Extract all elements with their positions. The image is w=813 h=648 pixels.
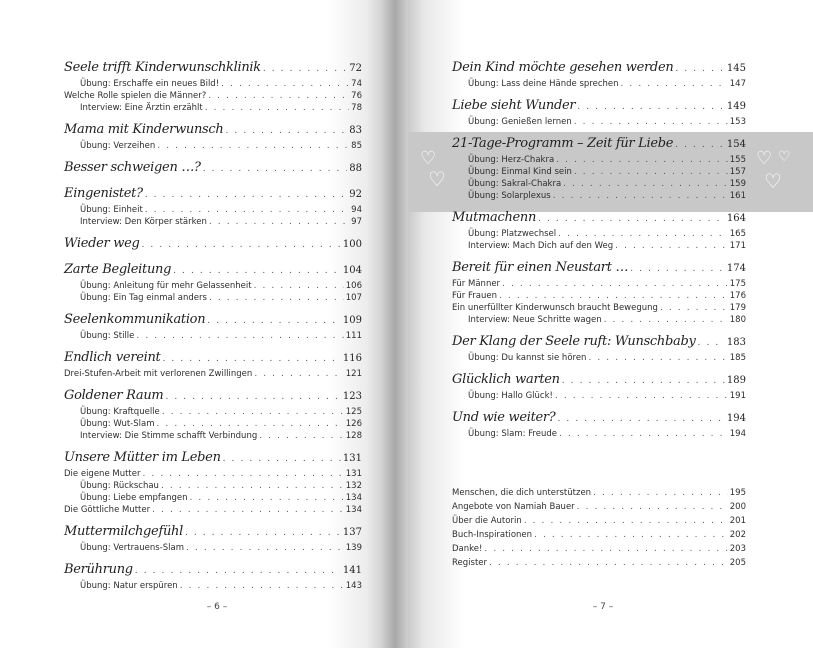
toc-chapter — [64, 260, 362, 280]
toc-leader-dots — [190, 492, 344, 504]
toc-subentry — [64, 216, 362, 228]
toc-entry-page: 123 — [342, 391, 362, 402]
toc-entry-page: 176 — [729, 291, 746, 301]
toc-entry-page: 78 — [351, 103, 362, 113]
toc-leader-dots — [223, 449, 341, 469]
toc-leader-dots — [534, 528, 728, 542]
toc-subentry — [64, 78, 362, 90]
toc-entry-title: Glücklich warten — [452, 372, 560, 387]
toc-entry-page: 137 — [342, 527, 362, 538]
toc-entry-page: 159 — [729, 179, 746, 189]
toc-entry-title: Übung: Herz-Chakra — [468, 155, 555, 165]
toc-end-entry — [452, 514, 746, 528]
toc-entry-page: 171 — [729, 241, 746, 251]
toc-entry-title: Eingenistet? — [64, 186, 143, 201]
toc-leader-dots — [660, 302, 728, 314]
toc-entry-title: Übung: Kraftquelle — [80, 407, 160, 417]
toc-leader-dots — [593, 486, 728, 500]
toc-subentry — [452, 166, 746, 178]
heart-icon: ♡ — [420, 148, 437, 169]
toc-subentry — [452, 116, 746, 128]
toc-chapter — [64, 158, 362, 178]
toc-entry-page: 145 — [726, 63, 746, 74]
toc-entry-title: Menschen, die dich unterstützen — [452, 488, 592, 498]
toc-leader-dots — [207, 311, 341, 331]
toc-chapter — [64, 120, 362, 140]
toc-end-matter — [452, 486, 746, 570]
toc-subentry — [64, 468, 362, 480]
toc-entry-title: Übung: Natur erspüren — [80, 581, 178, 591]
toc-entry-title: Übung: Ein Tag einmal anders — [80, 293, 207, 303]
toc-entry-page: 94 — [351, 205, 362, 215]
toc-entry-title: Übung: Platzwechsel — [468, 229, 557, 239]
toc-subentry — [452, 302, 746, 314]
toc-leader-dots — [489, 556, 728, 570]
toc-entry-page: 200 — [729, 502, 746, 512]
toc-leader-dots — [135, 561, 341, 581]
toc-subentry — [452, 78, 746, 90]
heart-icon: ♡ — [778, 149, 791, 165]
right-page — [408, 0, 813, 648]
toc-entry-title: 21-Tage-Programm – Zeit für Liebe — [452, 136, 674, 151]
toc-leader-dots — [259, 430, 344, 442]
toc-entry-page: 109 — [342, 315, 362, 326]
toc-leader-dots — [574, 116, 728, 128]
toc-leader-dots — [556, 154, 728, 166]
toc-entry-page: 164 — [726, 213, 746, 224]
toc-entry-title: Wieder weg — [64, 236, 140, 251]
toc-entry-title: Danke! — [452, 544, 483, 554]
toc-leader-dots — [209, 292, 344, 304]
page-number-right: – 7 – — [592, 602, 614, 612]
toc-leader-dots — [254, 280, 344, 292]
toc-entry-title: Übung: Erschaffe ein neues Bild! — [80, 79, 220, 89]
toc-chapter — [452, 370, 746, 390]
toc-subentry — [64, 480, 362, 492]
toc-entry-title: Übung: Rückschau — [80, 481, 159, 491]
toc-entry-title: Übung: Hallo Glück! — [468, 391, 553, 401]
toc-subentry — [64, 430, 362, 442]
toc-entry-page: 179 — [729, 303, 746, 313]
toc-subentry — [452, 228, 746, 240]
toc-entry-title: Seele trifft Kinderwunschklinik — [64, 60, 261, 75]
toc-entry-title: Besser schweigen …? — [64, 160, 201, 175]
toc-entry-page: 134 — [345, 493, 362, 503]
toc-entry-page: 97 — [351, 217, 362, 227]
toc-leader-dots — [557, 409, 724, 429]
toc-entry-page: 76 — [351, 91, 362, 101]
toc-subentry — [64, 418, 362, 430]
toc-chapter — [64, 58, 362, 78]
toc-entry-title: Drei-Stufen-Arbeit mit verlorenen Zwillingen — [64, 369, 253, 379]
toc-leader-dots — [186, 542, 344, 554]
toc-entry-page: 132 — [345, 481, 362, 491]
toc-leader-dots — [553, 190, 728, 202]
toc-leader-dots — [563, 178, 728, 190]
toc-entry-page: 104 — [342, 265, 362, 276]
toc-entry-page: 131 — [342, 453, 362, 464]
toc-entry-page: 205 — [729, 558, 746, 568]
toc-chapter — [64, 310, 362, 330]
toc-subentry — [452, 352, 746, 364]
toc-leader-dots — [484, 542, 727, 556]
toc-subentry — [452, 390, 746, 402]
toc-subentry — [64, 368, 362, 380]
toc-entry-page: 191 — [729, 391, 746, 401]
toc-leader-dots — [142, 468, 343, 480]
toc-left — [64, 58, 362, 592]
toc-subentry — [64, 204, 362, 216]
toc-entry-page: 128 — [345, 431, 362, 441]
toc-subentry — [452, 240, 746, 252]
toc-entry-page: 125 — [345, 407, 362, 417]
toc-leader-dots — [203, 159, 348, 179]
toc-entry-title: Über die Autorin — [452, 516, 522, 526]
toc-entry-title: Übung: Vertrauens-Slam — [80, 543, 185, 553]
toc-leader-dots — [161, 480, 344, 492]
toc-leader-dots — [208, 90, 349, 102]
toc-entry-page: 174 — [726, 263, 746, 274]
toc-leader-dots — [225, 121, 347, 141]
toc-leader-dots — [185, 523, 341, 543]
toc-entry-page: 149 — [726, 101, 746, 112]
toc-entry-title: Übung: Stille — [80, 331, 135, 341]
toc-entry-title: Interview: Die Stimme schafft Verbindung — [80, 431, 258, 441]
toc-chapter — [64, 522, 362, 542]
toc-entry-title: Übung: Verzeihen — [80, 141, 156, 151]
toc-entry-page: 183 — [726, 337, 746, 348]
toc-chapter — [64, 184, 362, 204]
toc-chapter — [64, 448, 362, 468]
toc-subentry — [452, 178, 746, 190]
toc-entry-page: 126 — [345, 419, 362, 429]
toc-entry-title: Endlich vereint — [64, 350, 161, 365]
toc-leader-dots — [209, 216, 349, 228]
left-page — [0, 0, 382, 648]
toc-entry-page: 154 — [726, 139, 746, 150]
toc-entry-title: Übung: Einheit — [80, 205, 143, 215]
toc-leader-dots — [675, 59, 725, 79]
toc-entry-page: 100 — [342, 239, 362, 250]
toc-entry-title: Muttermilchgefühl — [64, 524, 183, 539]
toc-entry-page: 107 — [345, 293, 362, 303]
page-number-left: – 6 – — [206, 602, 228, 612]
toc-entry-title: Übung: Slam: Freude — [468, 429, 557, 439]
toc-leader-dots — [574, 166, 728, 178]
toc-subentry — [64, 580, 362, 592]
toc-entry-title: Interview: Den Körper stärken — [80, 217, 207, 227]
toc-entry-page: 153 — [729, 117, 746, 127]
toc-leader-dots — [263, 59, 347, 79]
toc-leader-dots — [221, 78, 349, 90]
toc-entry-page: 202 — [729, 530, 746, 540]
toc-entry-title: Übung: Sakral-Chakra — [468, 179, 562, 189]
toc-chapter — [452, 58, 746, 78]
toc-subentry — [64, 90, 362, 102]
heart-icon: ♡ — [428, 167, 446, 191]
toc-leader-dots — [559, 428, 728, 440]
toc-entry-page: 88 — [349, 163, 362, 174]
toc-entry-title: Für Frauen — [452, 291, 497, 301]
toc-entry-title: Übung: Du kannst sie hören — [468, 353, 587, 363]
toc-leader-dots — [205, 102, 349, 114]
toc-entry-title: Zarte Begleitung — [64, 262, 172, 277]
toc-entry-title: Und wie weiter? — [452, 410, 556, 425]
toc-chapter — [452, 96, 746, 116]
toc-entry-page: 180 — [729, 315, 746, 325]
toc-subentry — [64, 542, 362, 554]
toc-entry-page: 147 — [729, 79, 746, 89]
toc-entry-page: 189 — [726, 375, 746, 386]
toc-chapter — [64, 560, 362, 580]
toc-leader-dots — [162, 406, 344, 418]
toc-subentry — [452, 290, 746, 302]
toc-subentry — [452, 190, 746, 202]
toc-entry-page: 116 — [342, 353, 362, 364]
toc-end-entry — [452, 556, 746, 570]
toc-entry-title: Liebe sieht Wunder — [452, 98, 576, 113]
toc-entry-title: Übung: Anleitung für mehr Gelassenheit — [80, 281, 252, 291]
toc-entry-page: 92 — [349, 189, 362, 200]
toc-end-entry — [452, 500, 746, 514]
heart-icon: ♡ — [764, 169, 782, 193]
toc-entry-page: 85 — [351, 141, 362, 151]
toc-entry-title: Die eigene Mutter — [64, 469, 141, 479]
heart-icon: ♡ — [756, 148, 773, 169]
toc-leader-dots — [499, 290, 728, 302]
toc-chapter — [64, 386, 362, 406]
toc-leader-dots — [157, 418, 344, 430]
toc-entry-title: Interview: Eine Ärztin erzählt — [80, 103, 203, 113]
toc-leader-dots — [254, 368, 343, 380]
toc-chapter — [64, 348, 362, 368]
toc-entry-title: Für Männer — [452, 279, 501, 289]
toc-entry-page: 194 — [726, 413, 746, 424]
toc-leader-dots — [163, 349, 341, 369]
toc-leader-dots — [621, 78, 728, 90]
toc-entry-page: 111 — [345, 331, 362, 341]
toc-subentry — [452, 314, 746, 326]
toc-entry-title: Der Klang der Seele ruft: Wunschbaby — [452, 334, 696, 349]
toc-entry-title: Seelenkommunikation — [64, 312, 206, 327]
toc-subentry — [452, 154, 746, 166]
toc-entry-page: 155 — [729, 155, 746, 165]
toc-subentry — [64, 406, 362, 418]
toc-entry-title: Übung: Wut-Slam — [80, 419, 155, 429]
toc-chapter — [452, 258, 746, 278]
toc-chapter — [452, 208, 746, 228]
toc-entry-title: Ein unerfüllter Kinderwunsch braucht Bewegung — [452, 303, 658, 313]
toc-subentry — [452, 428, 746, 440]
toc-entry-page: 201 — [729, 516, 746, 526]
toc-entry-title: Mama mit Kinderwunsch — [64, 122, 224, 137]
toc-leader-dots — [538, 209, 725, 229]
toc-leader-dots — [502, 278, 728, 290]
toc-leader-dots — [698, 333, 725, 353]
toc-entry-page: 139 — [345, 543, 362, 553]
toc-entry-title: Mutmachenn — [452, 210, 537, 225]
toc-entry-page: 175 — [729, 279, 746, 289]
toc-entry-page: 203 — [729, 544, 746, 554]
toc-entry-page: 106 — [345, 281, 362, 291]
toc-right — [452, 58, 746, 440]
toc-subentry — [64, 292, 362, 304]
toc-end-entry — [452, 542, 746, 556]
toc-entry-title: Berührung — [64, 562, 133, 577]
toc-entry-page: 143 — [345, 581, 362, 591]
toc-chapter — [452, 332, 746, 352]
toc-entry-page: 141 — [342, 565, 362, 576]
book-gutter — [382, 0, 408, 648]
toc-leader-dots — [152, 504, 344, 516]
toc-entry-page: 165 — [729, 229, 746, 239]
toc-entry-page: 72 — [349, 63, 362, 74]
toc-entry-page: 161 — [729, 191, 746, 201]
toc-subentry — [64, 140, 362, 152]
toc-entry-title: Die Göttliche Mutter — [64, 505, 151, 515]
toc-entry-page: 157 — [729, 167, 746, 177]
toc-subentry — [64, 330, 362, 342]
toc-entry-title: Angebote von Namiah Bauer — [452, 502, 575, 512]
toc-leader-dots — [142, 235, 341, 255]
toc-leader-dots — [630, 259, 725, 279]
toc-chapter — [452, 134, 746, 154]
toc-leader-dots — [555, 390, 728, 402]
toc-subentry — [64, 280, 362, 292]
toc-entry-page: 134 — [345, 505, 362, 515]
toc-entry-title: Übung: Genießen lernen — [468, 117, 572, 127]
toc-leader-dots — [577, 97, 725, 117]
toc-entry-page: 74 — [351, 79, 362, 89]
toc-end-entry — [452, 528, 746, 542]
toc-leader-dots — [145, 185, 348, 205]
toc-entry-title: Dein Kind möchte gesehen werden — [452, 60, 674, 75]
toc-entry-title: Goldener Raum — [64, 388, 164, 403]
toc-entry-page: 83 — [349, 125, 362, 136]
toc-leader-dots — [562, 371, 725, 391]
toc-leader-dots — [145, 204, 349, 216]
toc-chapter — [452, 408, 746, 428]
toc-subentry — [64, 492, 362, 504]
toc-entry-title: Unsere Mütter im Leben — [64, 450, 221, 465]
toc-leader-dots — [615, 240, 728, 252]
toc-entry-title: Interview: Mach Dich auf den Weg — [468, 241, 614, 251]
toc-entry-page: 194 — [729, 429, 746, 439]
toc-entry-page: 121 — [345, 369, 362, 379]
toc-entry-title: Übung: Lass deine Hände sprechen — [468, 79, 619, 89]
toc-entry-title: Buch-Inspirationen — [452, 530, 533, 540]
toc-entry-title: Interview: Neue Schritte wagen — [468, 315, 602, 325]
toc-entry-page: 195 — [729, 488, 746, 498]
toc-entry-title: Übung: Liebe empfangen — [80, 493, 188, 503]
toc-leader-dots — [675, 135, 725, 155]
toc-subentry — [452, 278, 746, 290]
toc-subentry — [64, 102, 362, 114]
toc-end-entry — [452, 486, 746, 500]
toc-leader-dots — [180, 580, 344, 592]
toc-leader-dots — [165, 387, 340, 407]
toc-subentry — [64, 504, 362, 516]
toc-chapter — [64, 234, 362, 254]
toc-entry-title: Übung: Solarplexus — [468, 191, 551, 201]
toc-entry-page: 185 — [729, 353, 746, 363]
toc-leader-dots — [577, 500, 728, 514]
toc-leader-dots — [588, 352, 727, 364]
toc-leader-dots — [173, 261, 341, 281]
toc-leader-dots — [558, 228, 728, 240]
toc-entry-page: 131 — [345, 469, 362, 479]
toc-leader-dots — [524, 514, 728, 528]
toc-entry-title: Bereit für einen Neustart … — [452, 260, 629, 275]
toc-leader-dots — [157, 140, 349, 152]
toc-entry-title: Welche Rolle spielen die Männer? — [64, 91, 207, 101]
toc-leader-dots — [136, 330, 343, 342]
toc-leader-dots — [604, 314, 728, 326]
toc-entry-title: Register — [452, 558, 487, 568]
toc-entry-title: Übung: Einmal Kind sein — [468, 167, 572, 177]
